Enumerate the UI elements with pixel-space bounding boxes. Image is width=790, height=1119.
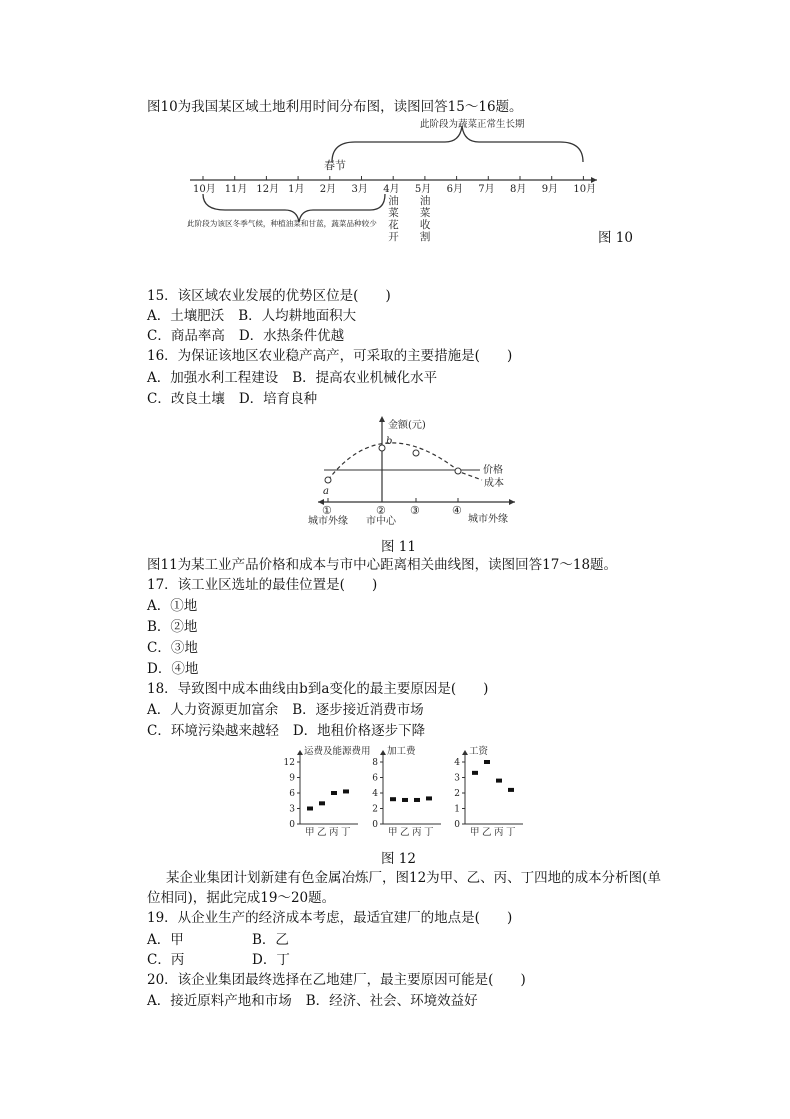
data-point-丁 — [426, 796, 432, 800]
data-point-甲 — [307, 807, 313, 811]
month-label-7: 5月 — [414, 184, 432, 195]
fig12-panel-2 — [454, 745, 523, 838]
q19-opt-d[interactable]: D．丁 — [252, 952, 290, 968]
point-4-marker — [455, 468, 461, 474]
point-a-marker — [325, 477, 331, 483]
month-label-1: 11月 — [224, 184, 248, 195]
y-tick-label: 4 — [372, 789, 378, 799]
ev1-char-0: 油 — [388, 195, 399, 207]
q15-opt-b[interactable]: B．人均耕地面积大 — [238, 308, 357, 324]
point-b-marker — [379, 445, 385, 451]
month-label-4: 2月 — [319, 184, 337, 195]
q19-opt-b[interactable]: B．乙 — [252, 932, 289, 948]
y-tick-label: 6 — [289, 789, 295, 799]
month-label-12: 10月 — [573, 184, 597, 195]
q17-opt-d[interactable]: D．④地 — [147, 661, 199, 677]
q19-opt-c[interactable]: C．丙 — [147, 952, 185, 968]
category-label: 丁 — [424, 827, 434, 838]
month-label-3: 1月 — [288, 184, 305, 195]
left-edge-label: 城市外缘 — [308, 516, 348, 527]
month-label-2: 12月 — [256, 184, 280, 195]
ev2-char-2: 收 — [419, 219, 431, 231]
bottom-brace — [203, 194, 385, 222]
fig11-caption: 图 11 — [381, 539, 416, 555]
data-point-乙 — [319, 801, 325, 805]
category-label: 甲 — [388, 827, 398, 838]
month-label-5: 3月 — [351, 184, 368, 195]
panel-title: 工资 — [469, 746, 489, 757]
y-tick-label: 1 — [454, 804, 460, 815]
event-rape-harvest — [420, 194, 431, 243]
q15-opt-c[interactable]: C．商品率高 — [147, 328, 225, 344]
q18-opt-d[interactable]: D．地租价格逐步下降 — [292, 723, 426, 739]
y-tick-label: 3 — [454, 773, 460, 784]
category-label: 乙 — [482, 827, 492, 838]
q20-opts-row1 — [147, 992, 478, 1010]
data-point-丙 — [414, 798, 420, 802]
data-point-丁 — [343, 789, 349, 793]
y-tick-label: 2 — [454, 789, 460, 799]
q16-opts-row1 — [147, 369, 437, 387]
y-tick-label: 0 — [454, 820, 460, 830]
ev1-char-2: 花 — [388, 219, 399, 231]
q16-stem: 16．为保证该地区农业稳产高产，可采取的主要措施是( ) — [147, 348, 513, 364]
q17-opt-a[interactable]: A．①地 — [147, 598, 198, 614]
data-point-丙 — [331, 791, 337, 795]
category-label: 乙 — [317, 827, 327, 838]
site-1-label: ① — [322, 504, 332, 517]
category-label: 丙 — [494, 827, 504, 838]
intro-fig11: 图11为某工业产品价格和成本与市中心距离相关曲线图，读图回答17～18题。 — [147, 557, 618, 573]
data-point-甲 — [390, 797, 396, 801]
top-brace — [332, 126, 583, 162]
y-tick-label: 0 — [372, 820, 378, 830]
q20-stem: 20．该企业集团最终选择在乙地建厂，最主要原因可能是( ) — [147, 972, 526, 988]
q16-opt-c[interactable]: C．改良土壤 — [147, 391, 225, 407]
q16-opts-row2 — [147, 390, 317, 408]
q16-opt-d[interactable]: D．培育良种 — [238, 391, 318, 407]
panel-title: 加工费 — [387, 746, 416, 757]
data-point-乙 — [484, 760, 490, 764]
q18-opt-b[interactable]: B．逐步接近消费市场 — [292, 702, 424, 718]
intro-fig12-line1: 某企业集团计划新建有色金属冶炼厂，图12为甲、乙、丙、丁四地的成本分析图(单 — [166, 870, 661, 886]
q18-stem: 18．导致图中成本曲线由b到a变化的最主要原因是( ) — [147, 681, 489, 697]
category-label: 乙 — [400, 827, 410, 838]
month-label-0: 10月 — [193, 184, 216, 195]
panel-title: 运费及能源费用 — [304, 746, 371, 757]
intro-fig10: 图10为我国某区域土地利用时间分布图，读图回答15～16题。 — [147, 99, 523, 115]
ev1-char-1: 菜 — [388, 207, 399, 219]
center-label: 市中心 — [366, 516, 396, 527]
data-point-乙 — [402, 798, 408, 802]
category-label: 丁 — [341, 827, 351, 838]
month-label-10: 8月 — [510, 184, 527, 195]
y-tick-label: 2 — [372, 804, 378, 815]
q18-opts-row1 — [147, 701, 424, 719]
site-3-label: ③ — [410, 504, 420, 517]
y-tick-label: 6 — [372, 773, 378, 784]
month-label-11: 9月 — [541, 184, 559, 195]
site-4-label: ④ — [452, 504, 462, 517]
q15-opts-row2 — [147, 327, 344, 345]
right-edge-label: 城市外缘 — [468, 514, 508, 525]
y-axis-label: 金额(元) — [388, 420, 426, 431]
y-tick-label: 8 — [372, 758, 378, 768]
q18-opts-row2 — [147, 722, 425, 740]
q15-opts-row1 — [147, 307, 356, 325]
y-tick-label: 0 — [289, 820, 295, 830]
ev2-char-1: 菜 — [419, 207, 431, 219]
spring-label: 春节 — [324, 159, 346, 172]
figure-11 — [300, 412, 530, 527]
q19-stem: 19．从企业生产的经济成本考虑，最适宜建厂的地点是( ) — [147, 910, 513, 926]
site-2-label: ② — [376, 504, 386, 517]
q15-opt-a[interactable]: A．土壤肥沃 — [147, 308, 225, 324]
data-point-丙 — [496, 779, 502, 783]
y-tick-label: 3 — [289, 804, 295, 815]
category-label: 甲 — [470, 827, 480, 838]
month-label-8: 6月 — [446, 184, 463, 195]
ev1-char-3: 开 — [388, 231, 399, 243]
price-label: 价格 — [483, 465, 503, 476]
bottom-note: 此阶段为该区冬季气候，种植油菜和甘蓝，蔬菜品种较少 — [187, 219, 377, 228]
fig12-caption: 图 12 — [381, 851, 416, 867]
figure-12 — [280, 744, 540, 844]
q15-stem: 15．该区域农业发展的优势区位是( ) — [147, 288, 391, 304]
fig12-panel-0 — [284, 745, 371, 838]
q20-opt-b[interactable]: B．经济、社会、环境效益好 — [305, 993, 478, 1009]
figure-10 — [185, 112, 605, 247]
intro-fig12-line2: 位相同)，据此完成19～20题。 — [147, 890, 336, 906]
y-tick-label: 4 — [454, 758, 460, 768]
q19-opt-a[interactable]: A．甲 — [147, 932, 184, 948]
y-tick-label: 9 — [289, 773, 295, 784]
data-point-甲 — [472, 771, 478, 775]
point-b-label: b — [386, 436, 393, 447]
category-label: 甲 — [305, 827, 315, 838]
q17-stem: 17．该工业区选址的最佳位置是( ) — [147, 577, 378, 593]
category-label: 丁 — [506, 827, 516, 838]
ev2-char-3: 割 — [419, 231, 431, 243]
point-a-label: a — [323, 486, 329, 497]
category-label: 丙 — [329, 827, 339, 838]
q18-opt-a[interactable]: A．人力资源更加富余 — [147, 702, 279, 718]
month-ticks — [193, 176, 596, 195]
fig10-caption: 图 10 — [598, 230, 633, 246]
point-3-marker — [413, 450, 419, 456]
event-rape-flower — [388, 194, 399, 243]
cost-label: 成本 — [484, 478, 504, 489]
q20-opt-a[interactable]: A．接近原料产地和市场 — [147, 993, 292, 1009]
ev2-char-0: 油 — [419, 195, 431, 207]
q16-opt-b[interactable]: B．提高农业机械化水平 — [292, 370, 438, 386]
q17-opt-b[interactable]: B．②地 — [147, 619, 198, 635]
q18-opt-c[interactable]: C．环境污染越来越轻 — [147, 723, 279, 739]
month-label-6: 4月 — [383, 184, 400, 195]
fig12-panel-1 — [372, 745, 441, 838]
data-point-丁 — [508, 788, 514, 792]
y-tick-label: 12 — [283, 758, 295, 768]
q16-opt-a[interactable]: A．加强水利工程建设 — [147, 370, 279, 386]
cost-curve — [328, 443, 482, 480]
top-note: 此阶段为蔬菜正常生长期 — [420, 119, 525, 130]
category-label: 丙 — [412, 827, 422, 838]
month-label-9: 7月 — [478, 184, 495, 195]
q15-opt-d[interactable]: D．水热条件优越 — [238, 328, 345, 344]
q17-opt-c[interactable]: C．③地 — [147, 640, 198, 656]
